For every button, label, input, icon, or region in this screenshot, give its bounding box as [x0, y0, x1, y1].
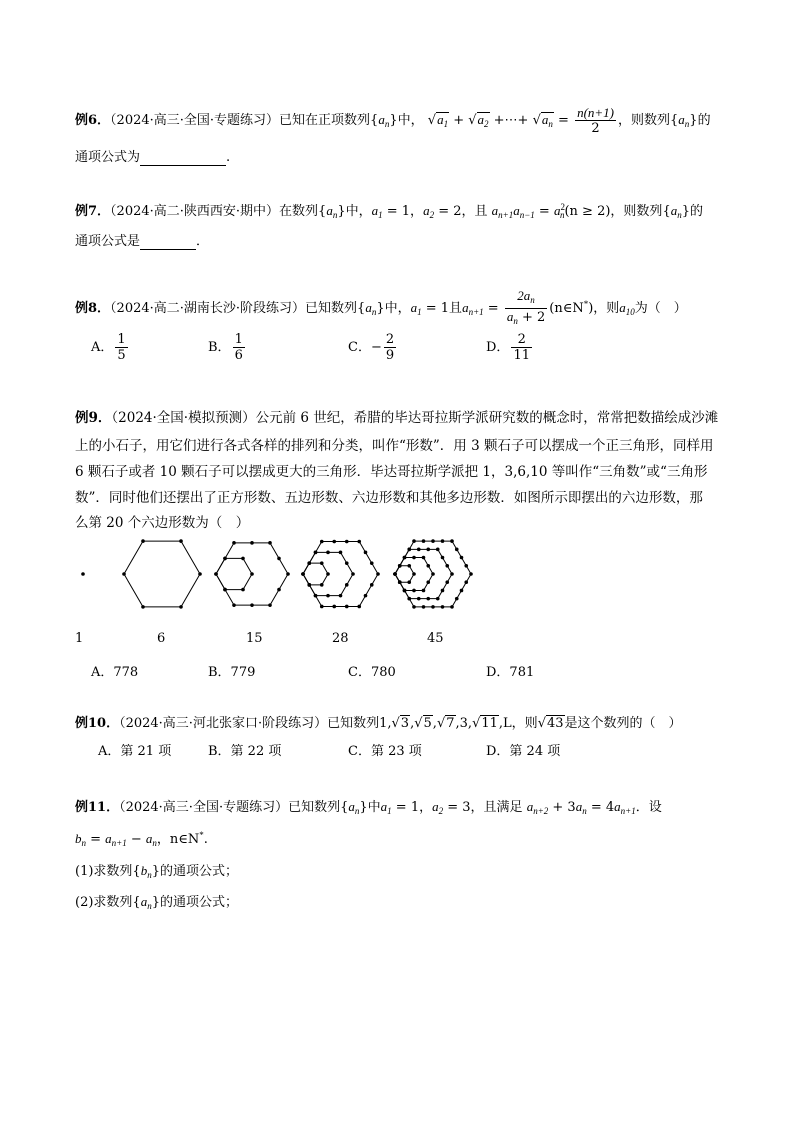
pebble-dot [81, 572, 85, 576]
example-8-text: 已知数列 [305, 301, 358, 316]
sequence-term: ,3, [455, 716, 473, 731]
example-11-text: = [86, 832, 106, 847]
pebble-dot [345, 540, 349, 544]
pebble-dot [412, 572, 416, 576]
sequence-an: $\{a_n\}$ [670, 112, 698, 129]
example-6-text: 中， [397, 113, 424, 128]
pebble-dot [393, 572, 397, 576]
pebble-dot [469, 572, 473, 576]
sequence-an: $\{a_n\}$ [370, 112, 398, 129]
pebble-dot [250, 572, 254, 576]
example-11-text: = 1， [391, 800, 433, 815]
pebble-dot [141, 539, 145, 543]
pebble-dot [141, 605, 145, 609]
pebble-dot [277, 588, 281, 592]
example-10-source: （2024·高三·河北张家口·阶段练习） [119, 716, 328, 731]
example-6-label: 例6． [75, 113, 111, 128]
example-10-line-1: 例10．（2024·高三·河北张家口·阶段练习）已知数列1,√3,√5,√7,3,√11,L，则√43是这个数列的（ ） [75, 716, 682, 731]
example-11-text: 中 [367, 800, 381, 815]
example-9-text: 公元前 6 世纪，希腊的毕达哥拉斯学派研究数的概念时，常常把数描绘成沙滩 [255, 410, 719, 426]
option-letter: A． [91, 340, 114, 355]
pebble-dot [179, 605, 183, 609]
answer-blank[interactable] [140, 150, 226, 166]
recurrence-expression: $a_{n+2} + 3a_n = 4a_{n+1}$ [526, 799, 636, 816]
pebble-dot [320, 561, 324, 565]
option-c[interactable]: C．− $\frac{2}{9}$ [348, 332, 395, 363]
pebble-dot [450, 572, 454, 576]
example-11-line-2: $b_n = a_{n+1} - a_n$，n∈N*. [75, 830, 208, 848]
question-2 [75, 891, 238, 911]
question-2-text: (2)求数列 [75, 895, 133, 910]
condition: (n∈N [549, 301, 584, 316]
pebble-dot [450, 605, 454, 609]
pebble-dot [436, 548, 440, 552]
condition: (n ≥ 2) [564, 204, 611, 219]
pebble-dot [320, 540, 324, 544]
pebble-dot [357, 540, 361, 544]
figure-label-28: 28 [332, 631, 349, 646]
option-a[interactable]: A．第 21 项 [98, 744, 172, 759]
example-7-text: 的 [690, 204, 704, 219]
example-11-label: 例11． [75, 800, 120, 815]
pebble-dot [445, 564, 449, 568]
pebble-dot [431, 605, 435, 609]
example-7-text: 中， [345, 204, 372, 219]
example-11-line-1: 例11．（2024·高三·全国·专题练习）已知数列$\{a_n\}$中$a_1 = 1$，$a_2 = 3$，且满足 $a_{n+2} + 3a_n = 4a_{n+1}$．设 [75, 799, 662, 816]
pebble-dot [345, 583, 349, 587]
pebble-dot [460, 556, 464, 560]
pebble-dot [407, 548, 411, 552]
pebble-dot [232, 603, 236, 607]
pebble-dot [223, 557, 227, 561]
example-8-text: = 1且 [421, 301, 463, 316]
pebble-dot [320, 583, 324, 587]
example-7-label: 例7． [75, 204, 111, 219]
pebble-dot [241, 588, 245, 592]
pebble-dot [376, 572, 380, 576]
example-7-text: ，则数列 [610, 204, 663, 219]
hexagon-outline [216, 558, 252, 589]
hexagon-outline [303, 563, 328, 585]
pebble-dot [277, 557, 281, 561]
figure-label-15: 15 [246, 631, 263, 646]
pebble-dot [339, 594, 343, 598]
example-9-line-2: 上的小石子，用它们进行各式各样的排列和分类，叫作“形数”．用 3 颗石子可以摆成一个正三角形，同样用 [75, 438, 714, 454]
pebble-dot [441, 556, 445, 560]
pebble-dot [364, 594, 368, 598]
pebble-dot [407, 564, 411, 568]
pebble-dot [364, 551, 368, 555]
example-9-line-5: 么第 20 个六边形数为（ ） [75, 515, 250, 531]
example-11-text: ，n∈N [156, 832, 200, 847]
example-11-text: ．设 [635, 800, 662, 815]
pebble-dot [345, 561, 349, 565]
example-6-line-1 [75, 105, 711, 136]
question-1 [75, 860, 238, 880]
example-7-line-1: 例7．（2024·高二·陕西西安·期中）在数列$\{a_n\}$中，$a_1 = 1$，$a_2 = 2$，且 $a_{n+1}a_{n-1} = a^2_n(n \ge 2)$，则数列$\{a_n\}$的 [75, 202, 704, 220]
pebble-dot [314, 551, 318, 555]
pebble-dot [250, 541, 254, 545]
pebble-dot [307, 583, 311, 587]
option-a[interactable]: A．778 [91, 665, 139, 680]
sequence-an: $\{a_n\}$ [318, 203, 346, 220]
example-7-source: （2024·高二·陕西西安·期中） [110, 204, 280, 219]
sequence-term: ,L [498, 716, 512, 731]
pebble-dot [441, 539, 445, 543]
pebble-dot [320, 605, 324, 609]
pebble-dot [450, 539, 454, 543]
option-c[interactable]: C．780 [348, 665, 396, 680]
pebble-dot [441, 605, 445, 609]
question-1-text: (1)求数列 [75, 864, 133, 879]
example-7-text: = 2，且 [434, 204, 488, 219]
pebble-dot [403, 589, 407, 593]
pebble-dot [422, 556, 426, 560]
pebble-dot [407, 580, 411, 584]
example-10-text: 是这个数列的（ ） [564, 716, 682, 731]
pebble-dot [214, 572, 218, 576]
pebble-dot [268, 541, 272, 545]
example-6-source: （2024·高三·全国·专题练习） [110, 113, 280, 128]
example-7-text: 在数列 [279, 204, 319, 219]
period: ． [196, 234, 210, 249]
pebble-dot [179, 539, 183, 543]
sequence-an: $\{a_n\}$ [340, 799, 368, 816]
pebble-dot [301, 572, 305, 576]
fraction: $\frac{n(n+1)}{2}$ [577, 105, 614, 136]
pebble-dot [268, 603, 272, 607]
example-10-label: 例10． [75, 716, 120, 731]
option-b[interactable]: B．第 22 项 [208, 744, 282, 759]
pebble-dot [422, 589, 426, 593]
pebble-dot [422, 605, 426, 609]
period: . [226, 150, 231, 165]
pebble-dot [232, 541, 236, 545]
example-8-text: 为（ ） [634, 301, 687, 316]
example-9-line-3: 6 颗石子或者 10 颗石子可以摆成更大的三角形．毕达哥拉斯学派把 1，3,6,10 等叫作“三角数”或“三角形 [75, 464, 708, 480]
example-6-text: 已知在正项数列 [279, 113, 371, 128]
recurrence-expression: $a_{n+1}a_{n-1} = a^2_n$ [491, 202, 565, 220]
example-9-label: 例9． [75, 410, 112, 426]
option-b[interactable]: B．779 [208, 665, 256, 680]
pebble-dot [357, 605, 361, 609]
pebble-dot [370, 561, 374, 565]
example-10-text: 已知数列 [327, 716, 380, 731]
figure-label-6: 6 [157, 631, 166, 646]
pebble-dot [412, 539, 416, 543]
example-9-line-1 [75, 406, 718, 426]
pebble-dot [332, 605, 336, 609]
option-c[interactable]: C．第 23 项 [348, 744, 422, 759]
option-letter: B． [208, 340, 231, 355]
pebble-dot [398, 564, 402, 568]
pebble-dot [332, 540, 336, 544]
figure-label-1: 1 [75, 631, 84, 646]
example-6-text: ，则数列 [618, 113, 671, 128]
sqrt-sum-expression: $√a_1 + √a_2$ +⋯+ $√a_n$ = [427, 112, 574, 129]
option-letter: C． [348, 340, 371, 355]
pebble-dot [426, 597, 430, 601]
sequence-bn: $\{b_n\}$ [132, 863, 160, 880]
pebble-dot [431, 572, 435, 576]
pebble-dot [403, 556, 407, 560]
pebble-dot [241, 557, 245, 561]
option-d[interactable]: D．781 [486, 665, 535, 680]
pebble-dot [345, 605, 349, 609]
option-a[interactable]: A． $\frac{1}{5}$ [91, 332, 126, 363]
pebble-dot [198, 572, 202, 576]
pebble-dot [460, 589, 464, 593]
hexagonal-numbers-figure [0, 530, 794, 650]
pebble-dot [426, 580, 430, 584]
pebble-dot [398, 580, 402, 584]
pebble-dot [307, 561, 311, 565]
pebble-dot [412, 556, 416, 560]
example-7-text: 通项公式是 [75, 234, 141, 249]
example-11-text: 已知数列 [288, 800, 341, 815]
question-2-text: 的通项公式； [159, 895, 238, 910]
pebble-dot [431, 539, 435, 543]
example-11-text: = 3，且满足 [443, 800, 523, 815]
sequence-an: $\{a_n\}$ [132, 894, 160, 911]
pebble-dot [422, 539, 426, 543]
example-6-text: 的 [697, 113, 711, 128]
negative-sign: − [370, 340, 382, 355]
example-6-line-2 [75, 146, 230, 166]
example-8-text: 中， [384, 301, 411, 316]
pebble-dot [445, 580, 449, 584]
example-9-source: （2024·全国·模拟预测） [111, 410, 256, 426]
pebble-dot [326, 551, 330, 555]
pebble-dot [286, 572, 290, 576]
pebble-dot [455, 548, 459, 552]
pebble-dot [223, 588, 227, 592]
example-8-label: 例8． [75, 301, 111, 316]
pebble-dot [326, 572, 330, 576]
pebble-dot [339, 551, 343, 555]
question-1-text: 的通项公式； [159, 864, 238, 879]
option-b[interactable]: B． $\frac{1}{6}$ [208, 332, 243, 363]
pebble-dot [412, 605, 416, 609]
example-9-line-4: 数”．同时他们还摆出了正方形数、五边形数、六边形数和其他多边形数．如图所示即摆出的六边形数，那 [75, 490, 703, 506]
pebble-dot [464, 564, 468, 568]
pebble-dot [407, 597, 411, 601]
pebble-dot [426, 548, 430, 552]
pebble-dot [417, 548, 421, 552]
example-7-line-2 [75, 230, 209, 250]
option-letter: D． [486, 340, 510, 355]
pebble-dot [314, 594, 318, 598]
pebble-dot [326, 594, 330, 598]
example-11-source: （2024·高三·全国·专题练习） [119, 800, 289, 815]
pebble-dot [426, 564, 430, 568]
answer-blank[interactable] [140, 234, 196, 250]
pebble-dot [436, 597, 440, 601]
sequence-an: $\{a_n\}$ [357, 300, 385, 317]
example-8-line-1: 例8．（2024·高二·湖南长沙·阶段练习）已知数列$\{a_n\}$中，$a_1 = 1$且$a_{n+1}$ = $\frac{2a_n}{a_n + 2}$ (n∈N*)，则$a_{10}$为（ ） [75, 288, 687, 329]
pebble-dot [122, 572, 126, 576]
option-d[interactable]: D．第 24 项 [486, 744, 561, 759]
pebble-dot [464, 580, 468, 584]
figure-label-45: 45 [427, 631, 444, 646]
example-10-text: ，则 [511, 716, 538, 731]
sequence-term: 1, [379, 716, 392, 731]
example-8-text: ，则 [593, 301, 620, 316]
hexagon-outline [124, 541, 200, 607]
pebble-dot [412, 589, 416, 593]
pebble-dot [455, 597, 459, 601]
option-d[interactable]: D． $\frac{2}{11}$ [486, 332, 530, 363]
example-6-text: 通项公式为 [75, 150, 141, 165]
example-8-source: （2024·高二·湖南长沙·阶段练习） [110, 301, 306, 316]
example-7-text: = 1， [382, 204, 424, 219]
pebble-dot [250, 603, 254, 607]
pebble-dot [370, 583, 374, 587]
fraction: $\frac{2a_n}{a_n + 2}$ [506, 288, 546, 326]
pebble-dot [417, 597, 421, 601]
sequence-an: $\{a_n\}$ [662, 203, 690, 220]
pebble-dot [441, 589, 445, 593]
pebble-dot [351, 572, 355, 576]
